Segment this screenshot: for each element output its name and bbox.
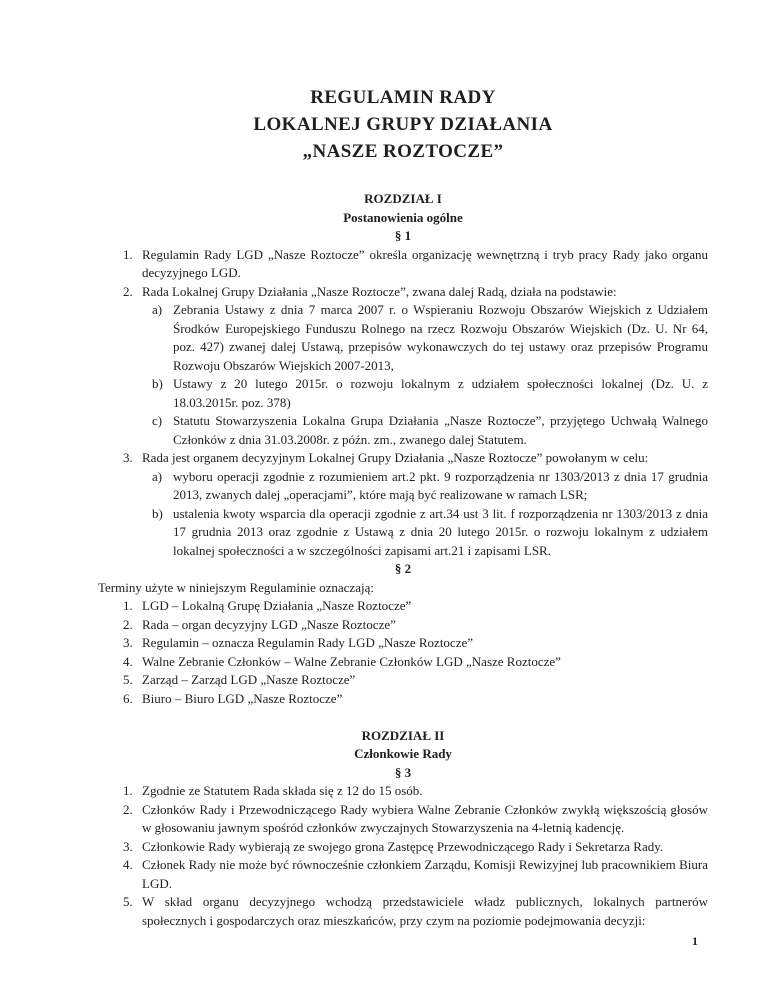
term-item-text: Biuro – Biuro LGD „Nasze Roztocze” (142, 690, 343, 706)
term-item (98, 597, 708, 616)
sub-list-item-text: wyboru operacji zgodnie z rozumieniem art.2 pkt. 9 rozporządzenia nr 1303/2013 z dnia 17 grudnia 2013, zwanych dalej „operacjami”, które mają być realizowane w ramach LSR; (173, 468, 708, 502)
page-number: 1 (692, 934, 698, 948)
term-item-text: Zarząd – Zarząd LGD „Nasze Roztocze” (142, 672, 356, 687)
term-item-text: Regulamin – oznacza Regulamin Rady LGD „Nasze Roztocze” (142, 635, 474, 650)
list-item-number: 1. (123, 246, 133, 262)
list-item-text: Członek Rady nie może być równocześnie członkiem Zarządu, Komisji Rewizyjnej lub pracownikiem Biura LGD. (142, 857, 708, 891)
term-item (98, 634, 708, 653)
list-item (98, 246, 708, 283)
sub-list-item (98, 468, 708, 505)
list-item-number: 2. (123, 801, 133, 817)
sub-list-item (98, 412, 708, 449)
term-item (98, 671, 708, 690)
term-item-number: 4. (123, 653, 133, 669)
list-item (98, 782, 708, 801)
term-item-text: LGD – Lokalną Grupę Działania „Nasze Roztocze” (142, 598, 412, 613)
sub-list-item-letter: a) (152, 302, 163, 317)
chapter2-subheading: Członkowie Rady (354, 746, 452, 761)
term-item-text: Rada – organ decyzyjny LGD „Nasze Roztocze” (142, 616, 396, 632)
term-item-number: 3. (123, 635, 133, 650)
list-item (98, 856, 708, 893)
term-item-number: 2. (123, 616, 133, 632)
list-item (98, 449, 708, 468)
sub-list-item (98, 505, 708, 561)
list-item-text: Zgodnie ze Statutem Rada składa się z 12 do 15 osób. (142, 783, 423, 798)
list-item-number: 1. (123, 783, 133, 798)
sub-list-item (98, 375, 708, 412)
sub-list-item-text: ustalenia kwoty wsparcia dla operacji zgodnie z art.34 ust 3 lit. f rozporządzenia nr 1303/2013 z dnia 17 grudnia 2013 oraz zgodnie z Ustawą z dnia 20 lutego 2015r. o rozwoju lokalnym z udziałem lokalnej społeczności a w szczególności zapisami art.21 i zapisami LSR. (173, 505, 708, 558)
term-item-text: Walne Zebranie Członków – Walne Zebranie Członków LGD „Nasze Roztocze” (142, 653, 561, 669)
term-item-number: 6. (123, 690, 133, 706)
title-line-3: „NASZE ROZTOCZE” (302, 141, 504, 162)
list-item (98, 893, 708, 930)
term-item (98, 616, 708, 635)
list-item-text: Rada Lokalnej Grupy Działania „Nasze Roztocze”, zwana dalej Radą, działa na podstawie: (142, 283, 617, 299)
list-item-text: W skład organu decyzyjnego wchodzą przedstawiciele władz publicznych, lokalnych partnerów społecznych i gospodarczych oraz mieszkańców, przy czym na poziomie podejmowania decyzji: (142, 894, 708, 928)
sub-list-item-text: Statutu Stowarzyszenia Lokalna Grupa Działania „Nasze Roztocze”, przyjętego Uchwałą Walnego Członków z dnia 31.03.2008r. z późn. zm., zwanego dalej Statutem. (173, 413, 708, 447)
list-item (98, 801, 708, 838)
sub-list-item-letter: b) (152, 505, 163, 521)
list-item-text: Rada jest organem decyzyjnym Lokalnej Grupy Działania „Nasze Roztocze” powołanym w celu: (142, 450, 649, 465)
chapter2-heading: ROZDZIAŁ II (361, 727, 445, 743)
section2-heading: § 2 (394, 561, 412, 576)
term-item (98, 690, 708, 709)
list-item-text: Regulamin Rady LGD „Nasze Roztocze” określa organizację wewnętrzną i tryb pracy Rady jako organu decyzyjnego LGD. (142, 246, 708, 280)
list-item-number: 3. (123, 838, 133, 854)
sub-list-item-letter: a) (152, 468, 163, 484)
sub-list-item (98, 301, 708, 375)
list-item-number: 5. (123, 894, 133, 909)
document-title (98, 84, 708, 165)
term-item (98, 653, 708, 672)
list-item-number: 2. (123, 283, 133, 299)
term-item-number: 1. (123, 598, 133, 613)
list-item-number: 3. (123, 450, 133, 465)
section3-heading: § 3 (394, 764, 412, 780)
list-item (98, 838, 708, 857)
term-item-number: 5. (123, 672, 133, 687)
chapter1-subheading: Postanowienia ogólne (343, 209, 463, 225)
sub-list-item-text: Ustawy z 20 lutego 2015r. o rozwoju lokalnym z udziałem społeczności lokalnej (Dz. U. z 18.03.2015r. poz. 378) (173, 376, 708, 410)
list-item-text: Członków Rady i Przewodniczącego Rady wybiera Walne Zebranie Członków zwykłą większością głosów w głosowaniu jawnym spośród członków zwyczajnych Stowarzyszenia na 4-letnią kadencję. (142, 801, 708, 835)
sub-list-item-text: Zebrania Ustawy z dnia 7 marca 2007 r. o Wspieraniu Rozwoju Obszarów Wiejskich z Udziałem Środków Europejskiego Funduszu Rolnego na rzecz Rozwoju Obszarów Wiejskich (Dz. U. Nr 64, poz. 427) zwanej dalej Ustawą, przepisów wykonawczych do tej ustawy oraz przepisów Programu Rozwoju Obszarów Wiejskich 2007-2013, (173, 302, 708, 373)
terms-intro: Terminy użyte w niniejszym Regulaminie oznaczają: (98, 579, 374, 595)
sub-list-item-letter: c) (152, 413, 163, 428)
list-item (98, 283, 708, 302)
list-item-text: Członkowie Rady wybierają ze swojego grona Zastępcę Przewodniczącego Rady i Sekretarza Rady. (142, 838, 664, 854)
chapter1-heading: ROZDZIAŁ I (364, 191, 442, 206)
title-line-1: REGULAMIN RADY (310, 87, 496, 108)
list-item-number: 4. (123, 857, 133, 872)
title-line-2: LOKALNEJ GRUPY DZIAŁANIA (253, 114, 553, 135)
sub-list-item-letter: b) (152, 376, 163, 391)
section1-heading: § 1 (394, 228, 412, 243)
